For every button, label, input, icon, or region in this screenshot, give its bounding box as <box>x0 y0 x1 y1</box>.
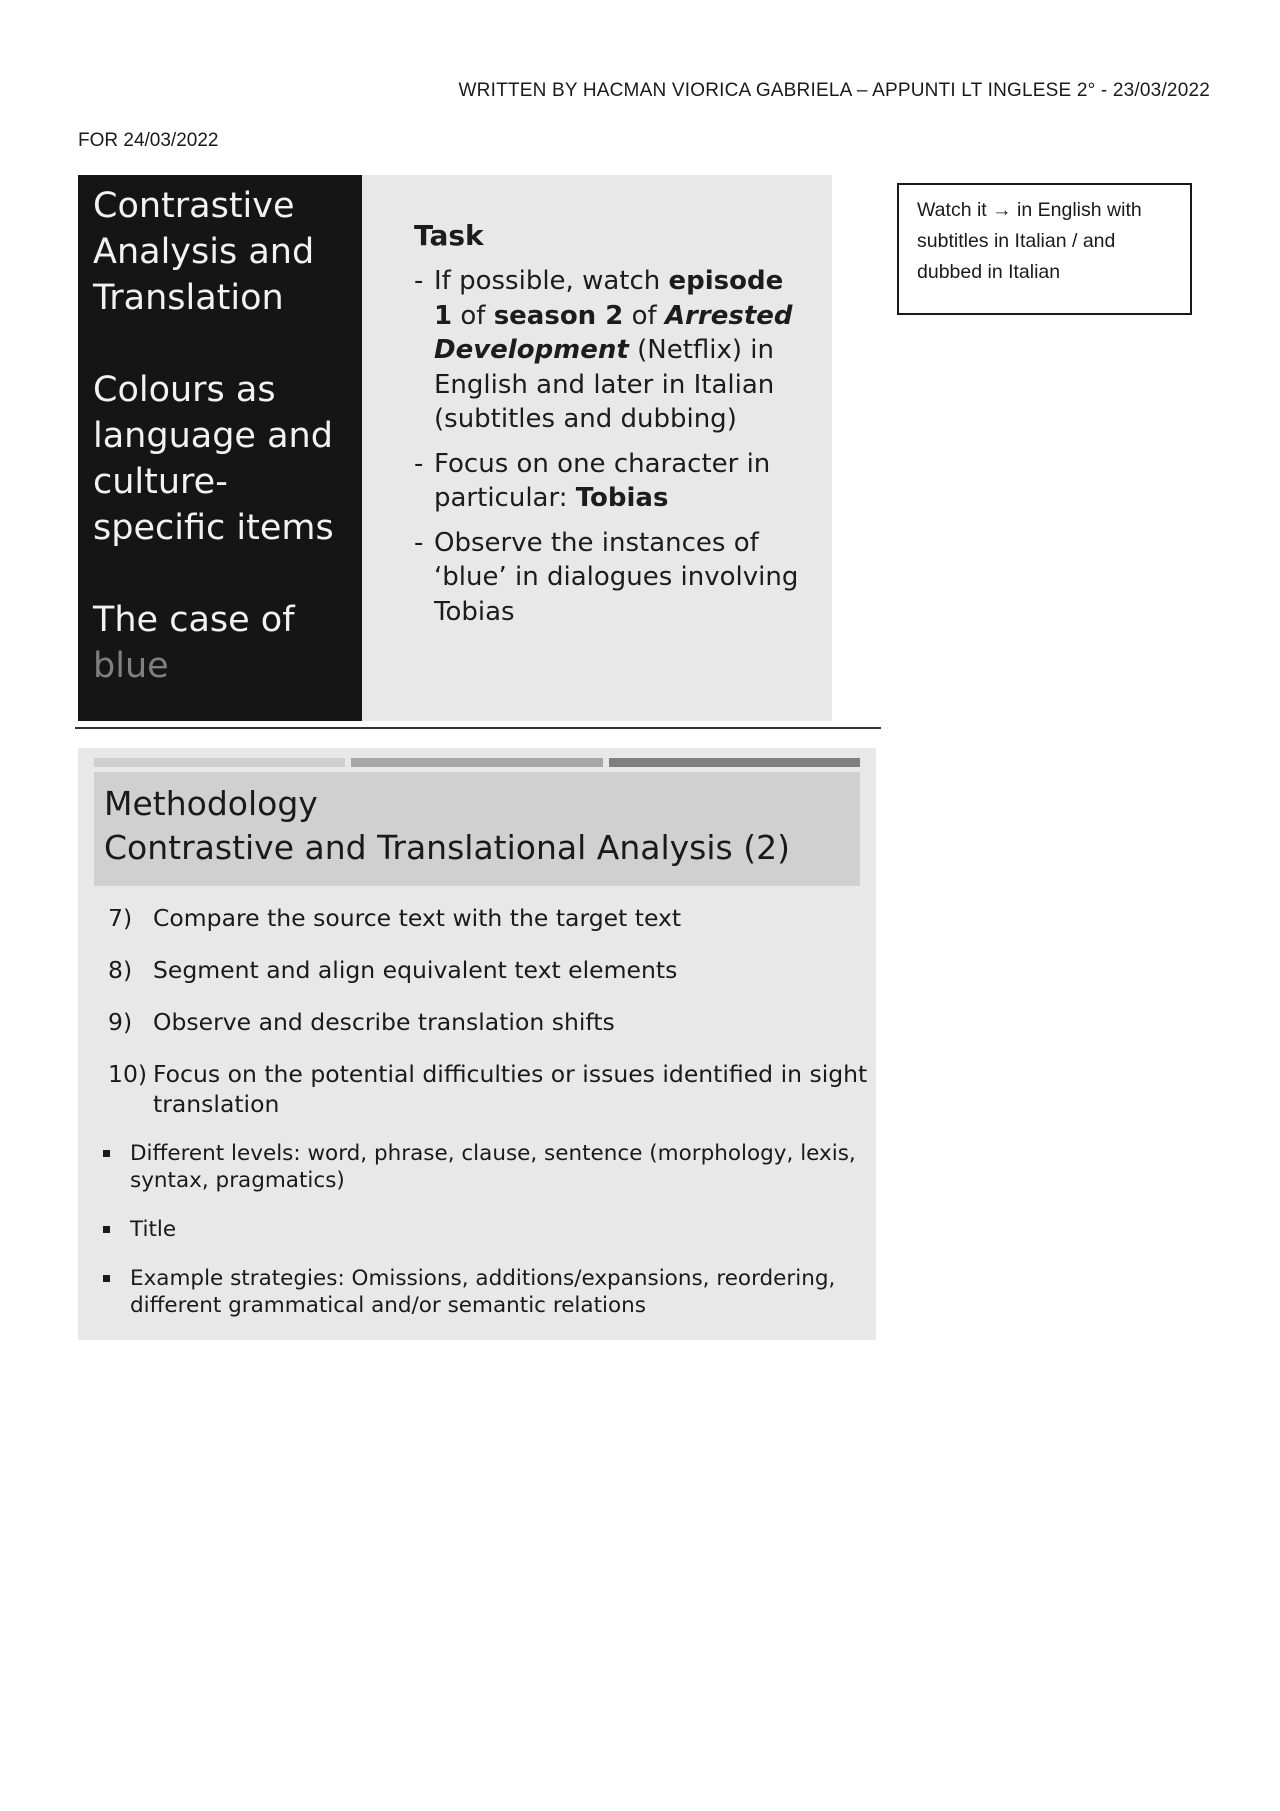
dash-marker: - <box>414 527 424 558</box>
slide-title <box>94 772 860 886</box>
page-header: WRITTEN BY HACMAN VIORICA GABRIELA – APPUNTI LT INGLESE 2° - 23/03/2022 <box>458 80 1210 101</box>
task-bold: season 2 <box>493 300 624 331</box>
for-date-label: FOR 24/03/2022 <box>78 130 219 151</box>
list-item <box>100 1216 860 1243</box>
list-text: Focus on the potential difficulties or issues identified in sight translation <box>153 1060 868 1118</box>
list-item <box>108 1059 868 1119</box>
note-text: Watch it <box>917 199 987 221</box>
heading-line: Analysis and <box>93 232 315 272</box>
decorative-bars <box>94 758 860 767</box>
task-text: of <box>623 300 665 331</box>
slide-heading-block-2 <box>93 367 350 551</box>
task-item-watch <box>414 264 802 437</box>
heading-line: language and <box>93 416 333 456</box>
list-text: Segment and align equivalent text elements <box>153 956 678 984</box>
dash-marker: - <box>414 266 424 296</box>
dash-marker: - <box>414 448 424 479</box>
square-bullet-icon <box>103 1150 110 1157</box>
task-text: (Netflix) in English and later in Italian (subtitles and dubbing) <box>434 335 775 434</box>
list-item <box>108 1007 868 1037</box>
list-number: 8) <box>108 956 133 984</box>
square-bullet-icon <box>103 1275 110 1282</box>
slide-contrastive-analysis <box>78 175 832 721</box>
list-text: Observe and describe translation shifts <box>153 1008 615 1036</box>
list-text: Different levels: word, phrase, clause, sentence (morphology, lexis, syntax, pragmatics) <box>130 1141 856 1193</box>
arrow-right-icon: → <box>992 199 1012 221</box>
watch-note-box <box>897 183 1192 315</box>
heading-line: Translation <box>93 278 284 318</box>
list-item <box>108 955 868 985</box>
task-bold: episode 1 <box>434 266 784 331</box>
task-item-observe <box>414 526 802 630</box>
list-item <box>100 1265 860 1319</box>
task-title: Task <box>414 219 484 252</box>
list-text: Example strategies: Omissions, additions/expansions, reordering, different grammatical and/or semantic relations <box>130 1266 836 1318</box>
section-divider <box>75 727 881 729</box>
show-title: Arrested Development <box>434 300 793 365</box>
note-text: in English with subtitles in Italian / and dubbed in Italian <box>917 199 1142 283</box>
title-line: Contrastive and Translational Analysis (2) <box>104 828 790 867</box>
heading-line: The case of <box>93 600 295 640</box>
heading-line: Contrastive <box>93 186 295 226</box>
list-number: 7) <box>108 904 133 932</box>
numbered-list <box>108 903 868 1141</box>
task-item-focus <box>414 447 802 516</box>
bar-segment <box>94 758 345 767</box>
bullet-list <box>100 1140 860 1341</box>
slide-heading-block-3 <box>93 597 350 689</box>
slide-left-panel <box>78 175 362 721</box>
slide-task-panel <box>362 175 832 721</box>
task-bold: Tobias <box>575 483 669 513</box>
bar-segment <box>351 758 602 767</box>
task-text: of <box>452 300 494 331</box>
slide-methodology <box>78 748 876 1340</box>
list-item <box>108 903 868 933</box>
list-text: Compare the source text with the target text <box>153 904 682 932</box>
title-line: Methodology <box>104 784 318 823</box>
square-bullet-icon <box>103 1226 110 1233</box>
task-text: If possible, watch <box>434 266 669 296</box>
slide-heading-block-1 <box>93 183 350 321</box>
heading-line: specific items <box>93 508 334 548</box>
list-number: 10) <box>108 1060 148 1088</box>
list-text: Title <box>130 1217 177 1242</box>
heading-line: culture- <box>93 462 228 502</box>
bar-segment <box>609 758 860 767</box>
heading-blue-word: blue <box>93 646 169 686</box>
task-text: Focus on one character in particular: <box>434 448 771 513</box>
list-item <box>100 1140 860 1194</box>
list-number: 9) <box>108 1008 133 1036</box>
heading-line: Colours as <box>93 370 276 410</box>
task-text: Observe the instances of ‘blue’ in dialogues involving Tobias <box>434 527 799 627</box>
